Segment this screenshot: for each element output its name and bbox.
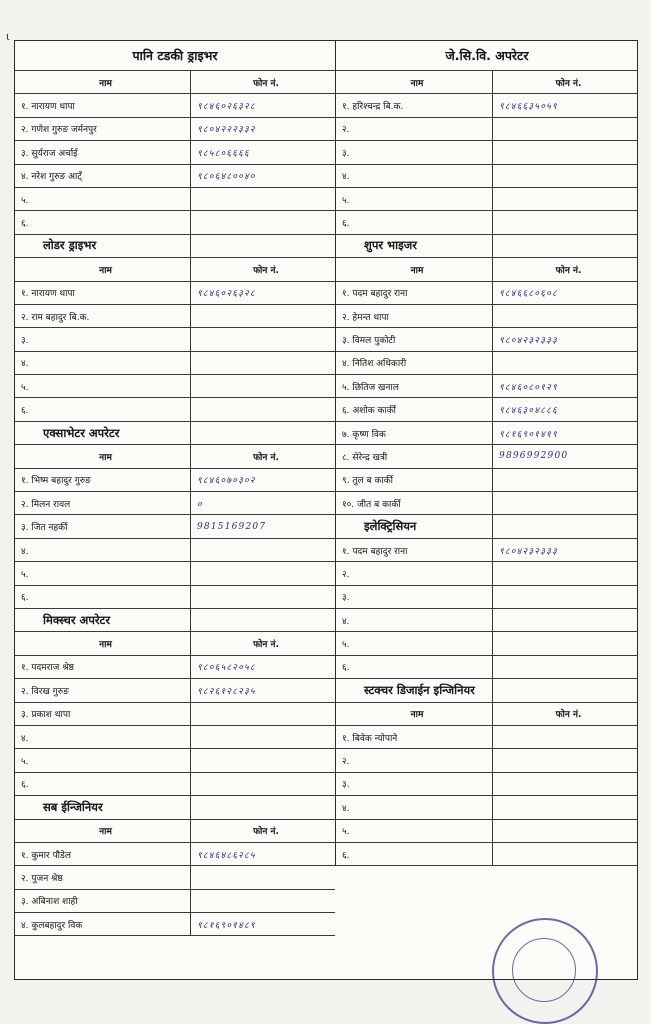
header-phone: फोन नं. bbox=[253, 640, 279, 651]
staff-phone bbox=[191, 539, 335, 561]
staff-phone: ९८४६०२६३२८ bbox=[197, 289, 256, 300]
staff-name: ६. bbox=[15, 586, 191, 608]
staff-name: २. गणेश गुरुङ जर्मनपुर bbox=[15, 118, 191, 140]
staff-name: १. बिवेक न्योपाने bbox=[336, 726, 493, 748]
left-column-title: पानि टडकी ड्राइभर bbox=[15, 41, 335, 71]
staff-phone: ० bbox=[197, 499, 203, 510]
staff-name: २. राम बहादुर बि.क. bbox=[15, 305, 191, 327]
staff-phone: ९८४६६८०६०८ bbox=[499, 289, 558, 300]
table-row bbox=[336, 305, 638, 328]
table-row bbox=[336, 773, 638, 796]
staff-name: ५. bbox=[336, 188, 493, 210]
section-title-blank bbox=[191, 422, 335, 444]
staff-name: ६. अशोक कार्की bbox=[336, 398, 493, 420]
staff-phone bbox=[191, 352, 335, 374]
table-row bbox=[336, 141, 638, 164]
staff-phone bbox=[493, 352, 638, 374]
staff-phone bbox=[191, 773, 335, 795]
staff-name: १. भिष्म बहादुर गुरुङ bbox=[15, 469, 191, 491]
section-header-supervisor bbox=[336, 258, 638, 281]
staff-name: २. पुजन श्रेष्ठ bbox=[15, 866, 191, 888]
table-row bbox=[15, 469, 335, 492]
table-row bbox=[336, 94, 638, 117]
section-title-text: इलेक्ट्रिसियन bbox=[336, 515, 493, 537]
staff-name: ५. bbox=[15, 188, 191, 210]
table-row bbox=[15, 375, 335, 398]
table-row bbox=[15, 118, 335, 141]
section-title-structure-design-engineer bbox=[336, 679, 638, 702]
staff-phone bbox=[191, 328, 335, 350]
section-title-blank bbox=[191, 235, 335, 257]
staff-phone: ९८०४२३२३३३ bbox=[499, 335, 558, 346]
table-row bbox=[15, 749, 335, 772]
section-title-loader-driver bbox=[15, 235, 335, 258]
right-column bbox=[335, 41, 638, 866]
staff-name: ४. नरेश गुरुङ आट्ँ bbox=[15, 165, 191, 187]
table-row bbox=[15, 352, 335, 375]
section-title-blank bbox=[191, 796, 335, 818]
staff-phone bbox=[493, 492, 638, 514]
table-row bbox=[15, 492, 335, 515]
table-row bbox=[15, 843, 335, 866]
staff-phone bbox=[191, 703, 335, 725]
table-row bbox=[15, 726, 335, 749]
staff-name: ४. कुलबहादुर विक bbox=[15, 913, 191, 935]
section-title-text: एक्साभेटर अपरेटर bbox=[15, 422, 191, 444]
table-row bbox=[15, 679, 335, 702]
staff-name: ५. bbox=[15, 749, 191, 771]
table-row bbox=[336, 586, 638, 609]
staff-phone bbox=[191, 375, 335, 397]
staff-name: ६. bbox=[15, 398, 191, 420]
staff-name: ५. छितिज खनाल bbox=[336, 375, 493, 397]
section-title-text: स्टक्चर डिजाईन इन्जिनियर bbox=[336, 679, 493, 701]
staff-phone bbox=[493, 469, 638, 491]
staff-name: १०. जीत ब कार्की bbox=[336, 492, 493, 514]
staff-phone: 9896992900 bbox=[499, 451, 569, 462]
staff-name: ३. जित नहर्की bbox=[15, 515, 191, 537]
table-row bbox=[336, 211, 638, 234]
table-row bbox=[336, 749, 638, 772]
staff-phone: ९८४६०८०१२९ bbox=[499, 382, 558, 393]
staff-phone: ९८४६३०४८८६ bbox=[499, 406, 558, 417]
table-row bbox=[336, 562, 638, 585]
staff-contact-sheet bbox=[14, 40, 638, 980]
table-row bbox=[15, 539, 335, 562]
table-row bbox=[15, 188, 335, 211]
office-stamp-inner-ring bbox=[512, 938, 576, 1002]
table-row bbox=[15, 586, 335, 609]
staff-phone: ९८१६९०१४१९ bbox=[499, 429, 558, 440]
staff-phone: ९८१६९०१४८९ bbox=[197, 920, 256, 931]
table-row bbox=[15, 165, 335, 188]
table-row bbox=[336, 632, 638, 655]
section-header-structure-design-engineer bbox=[336, 703, 638, 726]
staff-phone bbox=[493, 796, 638, 818]
staff-name: ३. अबिनाश शाही bbox=[15, 890, 191, 912]
staff-name: ९. तुल ब कार्की bbox=[336, 469, 493, 491]
header-phone: फोन नं. bbox=[555, 265, 582, 276]
header-phone: फोन नं. bbox=[253, 265, 279, 276]
header-name: नाम bbox=[15, 258, 191, 280]
staff-phone bbox=[191, 586, 335, 608]
header-phone: फोन नं. bbox=[253, 78, 279, 89]
section-title-text: सब ईन्जिनियर bbox=[15, 796, 191, 818]
staff-phone: ९८०४२३२३३३ bbox=[499, 546, 558, 557]
staff-name: २. मिलन रावल bbox=[15, 492, 191, 514]
table-row bbox=[15, 282, 335, 305]
staff-name: ७. कृष्ण विक bbox=[336, 422, 493, 444]
staff-phone bbox=[493, 586, 638, 608]
staff-name: २. bbox=[336, 562, 493, 584]
table-row bbox=[15, 890, 335, 913]
table-row bbox=[15, 515, 335, 538]
staff-name: ३. सुर्यराज अर्चाई bbox=[15, 141, 191, 163]
staff-phone bbox=[191, 562, 335, 584]
section-title-supervisor bbox=[336, 235, 638, 258]
staff-phone bbox=[191, 305, 335, 327]
section-title-text: मिक्स्चर अपरेटर bbox=[15, 609, 191, 631]
staff-name: २. bbox=[336, 118, 493, 140]
staff-name: ३. प्रकाश थापा bbox=[15, 703, 191, 725]
table-row bbox=[15, 211, 335, 234]
section-header-mixer-operator bbox=[15, 632, 335, 655]
staff-phone bbox=[493, 773, 638, 795]
staff-phone bbox=[493, 188, 638, 210]
staff-name: ५. bbox=[336, 632, 493, 654]
header-phone: फोन नं. bbox=[253, 827, 279, 838]
staff-name: ४. bbox=[15, 539, 191, 561]
section-title-blank bbox=[493, 235, 638, 257]
table-row bbox=[336, 422, 638, 445]
staff-name: २. bbox=[336, 749, 493, 771]
staff-name: ५. bbox=[336, 820, 493, 842]
staff-name: ४. नितिश अधिकारी bbox=[336, 352, 493, 374]
staff-name: १. कुमार पौडेल bbox=[15, 843, 191, 865]
staff-phone: ९८२६१२८२३५ bbox=[197, 686, 256, 697]
table-row bbox=[336, 492, 638, 515]
staff-phone: 9815169207 bbox=[197, 521, 267, 532]
section-title-electrician bbox=[336, 515, 638, 538]
staff-name: १. पदमराज श्रेष्ठ bbox=[15, 656, 191, 678]
staff-phone bbox=[191, 188, 335, 210]
staff-phone bbox=[493, 632, 638, 654]
staff-name: ४. bbox=[336, 165, 493, 187]
staff-name: १. नारायण थापा bbox=[15, 94, 191, 116]
section-header-excavator-operator bbox=[15, 445, 335, 468]
section-title-blank bbox=[493, 679, 638, 701]
staff-name: १. हरिश्चन्द्र बि.क. bbox=[336, 94, 493, 116]
staff-phone: ९८०६५८२०५८ bbox=[197, 663, 256, 674]
staff-name: ३. bbox=[336, 141, 493, 163]
table-row bbox=[336, 165, 638, 188]
section-title-text: लोडर ड्राइभर bbox=[15, 235, 191, 257]
header-phone: फोन नं. bbox=[555, 710, 582, 721]
staff-name: ६. bbox=[15, 773, 191, 795]
staff-phone bbox=[493, 843, 638, 865]
staff-name: ६. bbox=[336, 656, 493, 678]
staff-phone bbox=[493, 656, 638, 678]
staff-phone: ९८४६०७०३०२ bbox=[197, 476, 256, 487]
right-column-title: जे.सि.वि. अपरेटर bbox=[336, 41, 638, 71]
staff-name: ३. bbox=[15, 328, 191, 350]
left-column bbox=[15, 41, 335, 936]
header-name: नाम bbox=[336, 703, 493, 725]
staff-name: २. विरख गुरुङ bbox=[15, 679, 191, 701]
staff-phone: ९८४६६३५०५९ bbox=[499, 102, 558, 113]
table-row bbox=[336, 656, 638, 679]
table-row bbox=[15, 398, 335, 421]
staff-phone bbox=[493, 141, 638, 163]
table-row bbox=[15, 656, 335, 679]
table-row bbox=[15, 703, 335, 726]
table-row bbox=[15, 94, 335, 117]
staff-phone bbox=[191, 211, 335, 233]
staff-phone bbox=[493, 211, 638, 233]
staff-phone bbox=[191, 749, 335, 771]
section-title-text: शुपर भाइजर bbox=[336, 235, 493, 257]
table-row bbox=[336, 843, 638, 866]
table-row bbox=[15, 141, 335, 164]
table-row bbox=[336, 469, 638, 492]
office-stamp bbox=[492, 918, 598, 1024]
header-name: नाम bbox=[15, 820, 191, 842]
section-title-blank bbox=[493, 515, 638, 537]
header-name: नाम bbox=[15, 445, 191, 467]
staff-phone bbox=[191, 866, 335, 888]
header-phone: फोन नं. bbox=[555, 78, 582, 89]
staff-phone bbox=[493, 165, 638, 187]
header-name: नाम bbox=[15, 71, 191, 93]
staff-name: १. नारायण थापा bbox=[15, 282, 191, 304]
header-name: नाम bbox=[336, 258, 493, 280]
staff-name: ४. bbox=[15, 726, 191, 748]
staff-name: ६. bbox=[336, 843, 493, 865]
table-row bbox=[15, 773, 335, 796]
table-row bbox=[336, 328, 638, 351]
header-phone: फोन नं. bbox=[253, 452, 279, 463]
staff-name: १. पदम बहादुर राना bbox=[336, 539, 493, 561]
header-name: नाम bbox=[15, 632, 191, 654]
staff-phone bbox=[493, 820, 638, 842]
table-row bbox=[336, 282, 638, 305]
staff-name: ६. bbox=[336, 211, 493, 233]
table-row bbox=[336, 445, 638, 468]
table-row bbox=[336, 398, 638, 421]
staff-name: २. हेमन्त थापा bbox=[336, 305, 493, 327]
right-column-header bbox=[336, 71, 638, 94]
table-row bbox=[336, 118, 638, 141]
staff-name: ३. विमल पुकोटी bbox=[336, 328, 493, 350]
table-row bbox=[15, 562, 335, 585]
staff-name: ४. bbox=[336, 609, 493, 631]
section-title-blank bbox=[191, 609, 335, 631]
staff-phone: ९८०४२२२३३२ bbox=[197, 125, 256, 136]
table-row bbox=[15, 866, 335, 889]
staff-name: ५. bbox=[15, 562, 191, 584]
table-row bbox=[15, 328, 335, 351]
staff-name: ५. bbox=[15, 375, 191, 397]
section-title-sub-engineer bbox=[15, 796, 335, 819]
table-row bbox=[336, 796, 638, 819]
staff-phone bbox=[493, 562, 638, 584]
table-row bbox=[336, 539, 638, 562]
table-row bbox=[15, 913, 335, 936]
section-header-loader-driver bbox=[15, 258, 335, 281]
staff-phone bbox=[493, 726, 638, 748]
section-header-sub-engineer bbox=[15, 820, 335, 843]
table-row bbox=[336, 820, 638, 843]
staff-phone bbox=[493, 609, 638, 631]
staff-name: ३. bbox=[336, 773, 493, 795]
staff-name: ४. bbox=[336, 796, 493, 818]
staff-phone bbox=[191, 398, 335, 420]
left-column-header bbox=[15, 71, 335, 94]
staff-phone: ९८४६०२६३२८ bbox=[197, 102, 256, 113]
staff-name: ८. सेरेन्द्र खत्री bbox=[336, 445, 493, 467]
header-name: नाम bbox=[336, 71, 493, 93]
table-row bbox=[15, 305, 335, 328]
table-row bbox=[336, 352, 638, 375]
staff-phone bbox=[191, 890, 335, 912]
table-row bbox=[336, 375, 638, 398]
staff-phone bbox=[191, 726, 335, 748]
staff-phone: ९८५८०६६६६ bbox=[197, 148, 250, 159]
corner-mark: ι bbox=[6, 30, 10, 43]
staff-name: ३. bbox=[336, 586, 493, 608]
table-row bbox=[336, 188, 638, 211]
staff-phone bbox=[493, 118, 638, 140]
staff-phone bbox=[493, 749, 638, 771]
table-row bbox=[336, 726, 638, 749]
staff-phone: ९८०६४८००४० bbox=[197, 172, 256, 183]
section-title-mixer-operator bbox=[15, 609, 335, 632]
table-row bbox=[336, 609, 638, 632]
staff-name: ४. bbox=[15, 352, 191, 374]
section-title-excavator-operator bbox=[15, 422, 335, 445]
staff-name: १. पदम बहादुर राना bbox=[336, 282, 493, 304]
staff-phone: ९८४६४८६२८५ bbox=[197, 850, 256, 861]
staff-name: ६. bbox=[15, 211, 191, 233]
staff-phone bbox=[493, 305, 638, 327]
